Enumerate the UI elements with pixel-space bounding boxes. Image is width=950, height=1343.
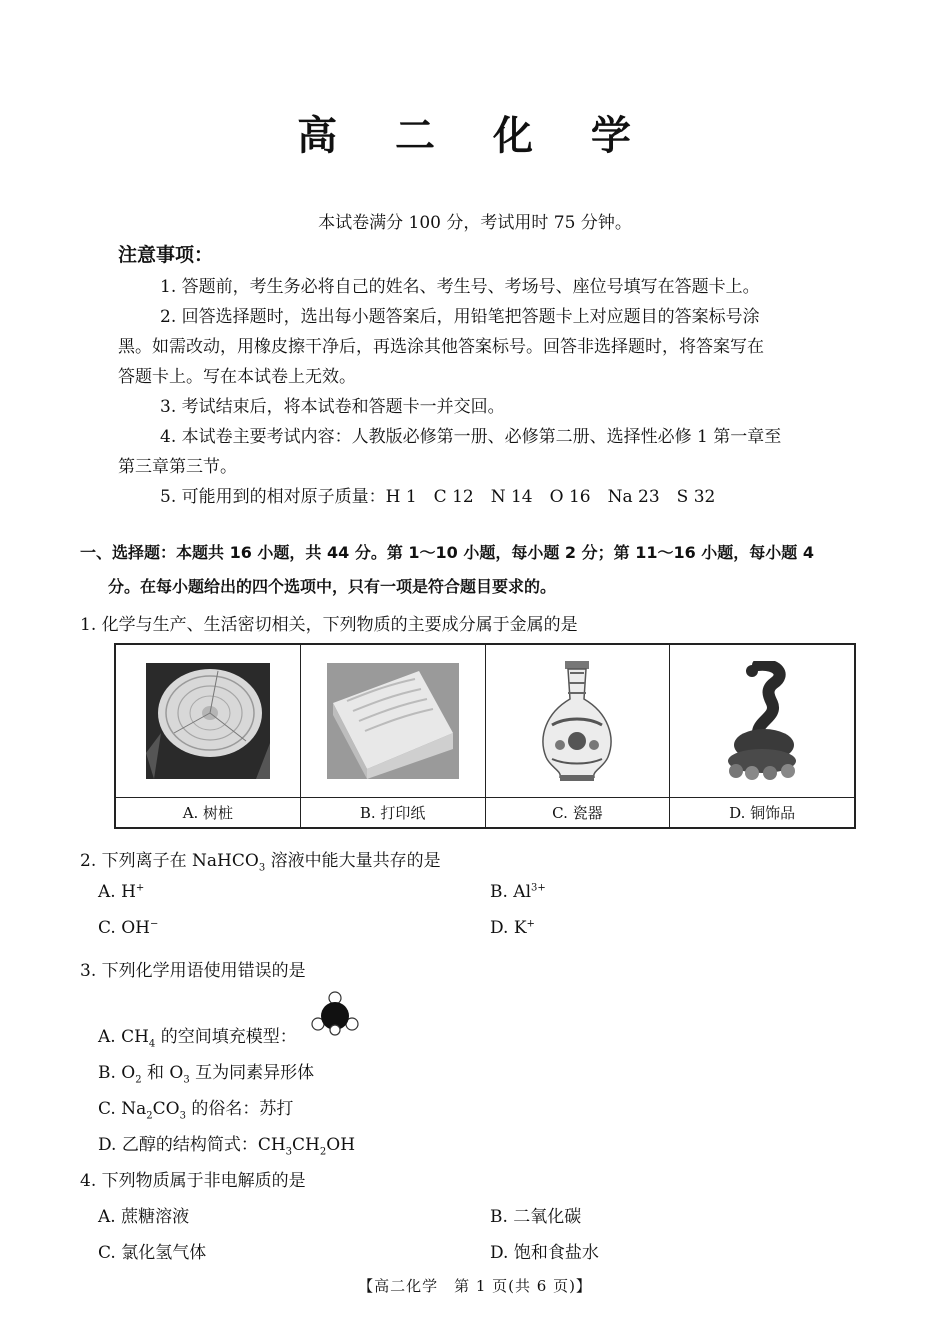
notice-line-3: 黑。如需改动，用橡皮擦干净后，再选涂其他答案标号。回答非选择题时，将答案写在 (118, 337, 764, 357)
q1-option-table (114, 643, 856, 829)
notice-line-5: 3. 考试结束后，将本试卷和答题卡一并交回。 (160, 397, 505, 417)
q1-option-a-label: A. 树桩 (182, 804, 234, 822)
exam-title: 高 二 化 学 (297, 113, 653, 159)
q4-option-a: A. 蔗糖溶液 (98, 1207, 190, 1227)
section-heading-line-2: 分。在每小题给出的四个选项中，只有一项是符合题目要求的。 (108, 577, 557, 596)
q3-option-c: C. $Na_2CO_3$ 的俗名：苏打 (98, 1099, 294, 1122)
q1-option-b-label: B. 打印纸 (359, 804, 426, 822)
q4-stem: 4. 下列物质属于非电解质的是 (80, 1171, 306, 1191)
q3-option-b: B. $O_2$ 和 $O_3$ 互为同素异形体 (98, 1063, 315, 1086)
q1-option-d-label: D. 铜饰品 (729, 804, 796, 822)
section-heading-line-1: 一、选择题：本题共 16 小题，共 44 分。第 1～10 小题，每小题 2 分；第 11～16 小题，每小题 4 (80, 543, 815, 562)
porcelain-vase-image (532, 659, 622, 783)
q3-option-a: A. $CH_4$ 的空间填充模型： (98, 1027, 297, 1050)
notice-line-8: 5. 可能用到的相对原子质量：H 1 C 12 N 14 O 16 Na 23 S 32 (160, 487, 716, 507)
notice-line-7: 第三章第三节。 (118, 457, 237, 477)
ch4-space-filling-model-icon (310, 990, 360, 1040)
notice-line-1: 1. 答题前，考生务必将自己的姓名、考生号、考场号、座位号填写在答题卡上。 (160, 277, 760, 297)
q1-stem: 1. 化学与生产、生活密切相关，下列物质的主要成分属于金属的是 (80, 615, 578, 635)
q2-option-b: B. $Al^{3+}$ (490, 882, 546, 902)
q2-stem: 2. 下列离子在 NaHCO$_3$ 溶液中能大量共存的是 (80, 851, 441, 874)
copper-snake-ornament-image (722, 661, 802, 781)
page-footer: 【高二化学 第 1 页(共 6 页)】 (358, 1277, 592, 1295)
q4-option-d: D. 饱和食盐水 (490, 1243, 599, 1263)
notice-line-2: 2. 回答选择题时，选出每小题答案后，用铅笔把答题卡上对应题目的答案标号涂 (160, 307, 760, 327)
exam-subtitle: 本试卷满分 100 分，考试用时 75 分钟。 (318, 213, 632, 233)
q1-option-a-cell (116, 645, 301, 827)
q1-option-c-label: C. 瓷器 (552, 804, 603, 822)
q2-option-c: C. OH− (98, 918, 159, 938)
q4-option-c: C. 氯化氢气体 (98, 1243, 207, 1263)
notice-line-6: 4. 本试卷主要考试内容：人教版必修第一册、必修第二册、选择性必修 1 第一章至 (160, 427, 782, 447)
q1-option-b-cell (301, 645, 486, 827)
q3-option-d: D. 乙醇的结构简式：$CH_3CH_2OH$ (98, 1135, 356, 1158)
printer-paper-image (327, 663, 459, 779)
notice-heading: 注意事项： (118, 244, 214, 266)
tree-stump-image (146, 663, 270, 779)
q2-option-d: D. K+ (490, 918, 535, 938)
q4-option-b: B. 二氧化碳 (490, 1207, 582, 1227)
q1-option-c-cell (486, 645, 671, 827)
q2-option-a: A. H+ (98, 882, 145, 902)
q1-option-d-cell (670, 645, 854, 827)
notice-line-4: 答题卡上。写在本试卷上无效。 (118, 367, 356, 387)
q3-stem: 3. 下列化学用语使用错误的是 (80, 961, 306, 981)
